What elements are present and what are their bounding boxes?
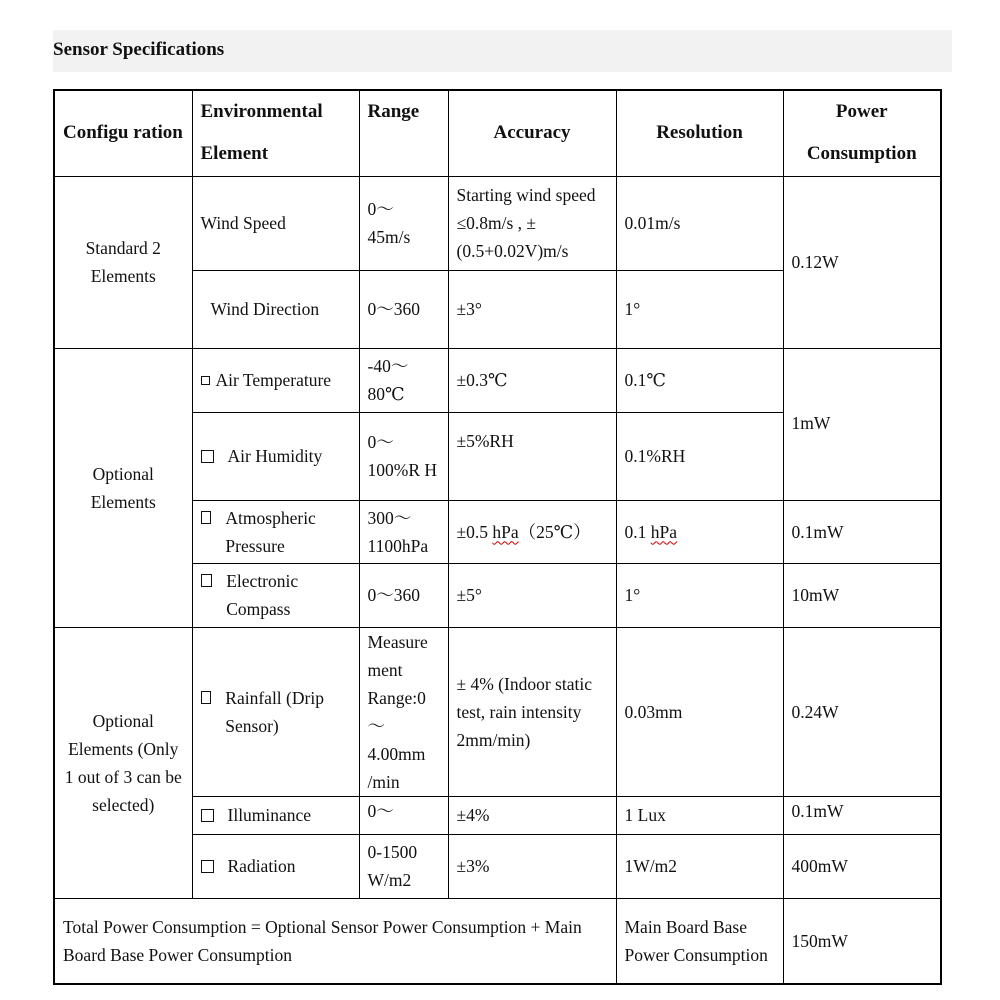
- main-board-power: 150mW: [783, 898, 941, 984]
- element-radiation: Radiation: [192, 834, 359, 898]
- range-atmospheric-pressure: 300～ 1100hPa: [359, 500, 448, 563]
- main-board-label: Main Board Base Power Consumption: [616, 898, 783, 984]
- element-electronic-compass: Electronic Compass: [192, 563, 359, 627]
- header-resolution: Resolution: [616, 90, 783, 176]
- power-electronic-compass: 10mW: [783, 563, 941, 627]
- section-header: [53, 30, 952, 72]
- table-row: [54, 176, 941, 270]
- table-header-row: [54, 90, 941, 176]
- header-configuration: Configu ration: [54, 90, 192, 176]
- range-rainfall: Measure ment Range:0 ～ 4.00mm /min: [359, 627, 448, 796]
- accuracy-rainfall: ± 4% (Indoor static test, rain intensity 2mm/min): [448, 627, 616, 796]
- range-air-humidity: 0～ 100%R H: [359, 412, 448, 500]
- header-element: Environmental Element: [192, 90, 359, 176]
- power-rainfall: 0.24W: [783, 627, 941, 796]
- checkbox-icon: [201, 860, 214, 873]
- power-temp-humidity: 1mW: [783, 348, 941, 500]
- accuracy-air-temperature: ±0.3℃: [448, 348, 616, 412]
- checkbox-icon: [201, 809, 214, 822]
- power-radiation: 400mW: [783, 834, 941, 898]
- resolution-air-temperature: 0.1℃: [616, 348, 783, 412]
- table-row: [54, 627, 941, 796]
- power-standard: 0.12W: [783, 176, 941, 348]
- resolution-atmospheric-pressure: 0.1 hPa: [616, 500, 783, 563]
- accuracy-radiation: ±3%: [448, 834, 616, 898]
- accuracy-wind-speed: Starting wind speed ≤0.8m/s , ±(0.5+0.02V)m/s: [448, 176, 616, 270]
- accuracy-air-humidity: ±5%RH: [448, 412, 616, 500]
- resolution-wind-direction: 1°: [616, 270, 783, 348]
- range-air-temperature: -40～ 80℃: [359, 348, 448, 412]
- checkbox-icon: [201, 574, 213, 587]
- section-title: Sensor Specifications: [53, 39, 225, 60]
- resolution-illuminance: 1 Lux: [616, 796, 783, 834]
- accuracy-illuminance: ±4%: [448, 796, 616, 834]
- range-wind-speed: 0～ 45m/s: [359, 176, 448, 270]
- group-standard: Standard 2 Elements: [54, 176, 192, 348]
- table-footer-row: [54, 898, 941, 984]
- checkbox-icon: [201, 511, 212, 524]
- resolution-radiation: 1W/m2: [616, 834, 783, 898]
- header-power: Power Consumption: [783, 90, 941, 176]
- resolution-electronic-compass: 1°: [616, 563, 783, 627]
- element-air-humidity: Air Humidity: [192, 412, 359, 500]
- range-electronic-compass: 0～360: [359, 563, 448, 627]
- element-rainfall: Rainfall (Drip Sensor): [192, 627, 359, 796]
- range-wind-direction: 0～360: [359, 270, 448, 348]
- element-air-temperature: Air Temperature: [192, 348, 359, 412]
- power-atmospheric-pressure: 0.1mW: [783, 500, 941, 563]
- checkbox-icon: [201, 376, 210, 385]
- element-atmospheric-pressure: Atmospheric Pressure: [192, 500, 359, 563]
- element-wind-direction: Wind Direction: [192, 270, 359, 348]
- total-power-formula: Total Power Consumption = Optional Sensor Power Consumption + Main Board Base Power Consumption: [54, 898, 616, 984]
- range-illuminance: 0～: [359, 796, 448, 834]
- power-illuminance: 0.1mW: [783, 796, 941, 834]
- range-radiation: 0-1500 W/m2: [359, 834, 448, 898]
- sensor-spec-table: [53, 89, 942, 985]
- accuracy-atmospheric-pressure: ±0.5 hPa（25℃）: [448, 500, 616, 563]
- accuracy-wind-direction: ±3°: [448, 270, 616, 348]
- accuracy-electronic-compass: ±5°: [448, 563, 616, 627]
- checkbox-icon: [201, 691, 212, 704]
- group-optional-select: Optional Elements (Only 1 out of 3 can be selected): [54, 627, 192, 898]
- resolution-rainfall: 0.03mm: [616, 627, 783, 796]
- resolution-air-humidity: 0.1%RH: [616, 412, 783, 500]
- resolution-wind-speed: 0.01m/s: [616, 176, 783, 270]
- header-accuracy: Accuracy: [448, 90, 616, 176]
- checkbox-icon: [201, 450, 214, 463]
- element-illuminance: Illuminance: [192, 796, 359, 834]
- header-range: Range: [359, 90, 448, 176]
- element-wind-speed: Wind Speed: [192, 176, 359, 270]
- table-row: [54, 348, 941, 412]
- group-optional: Optional Elements: [54, 348, 192, 627]
